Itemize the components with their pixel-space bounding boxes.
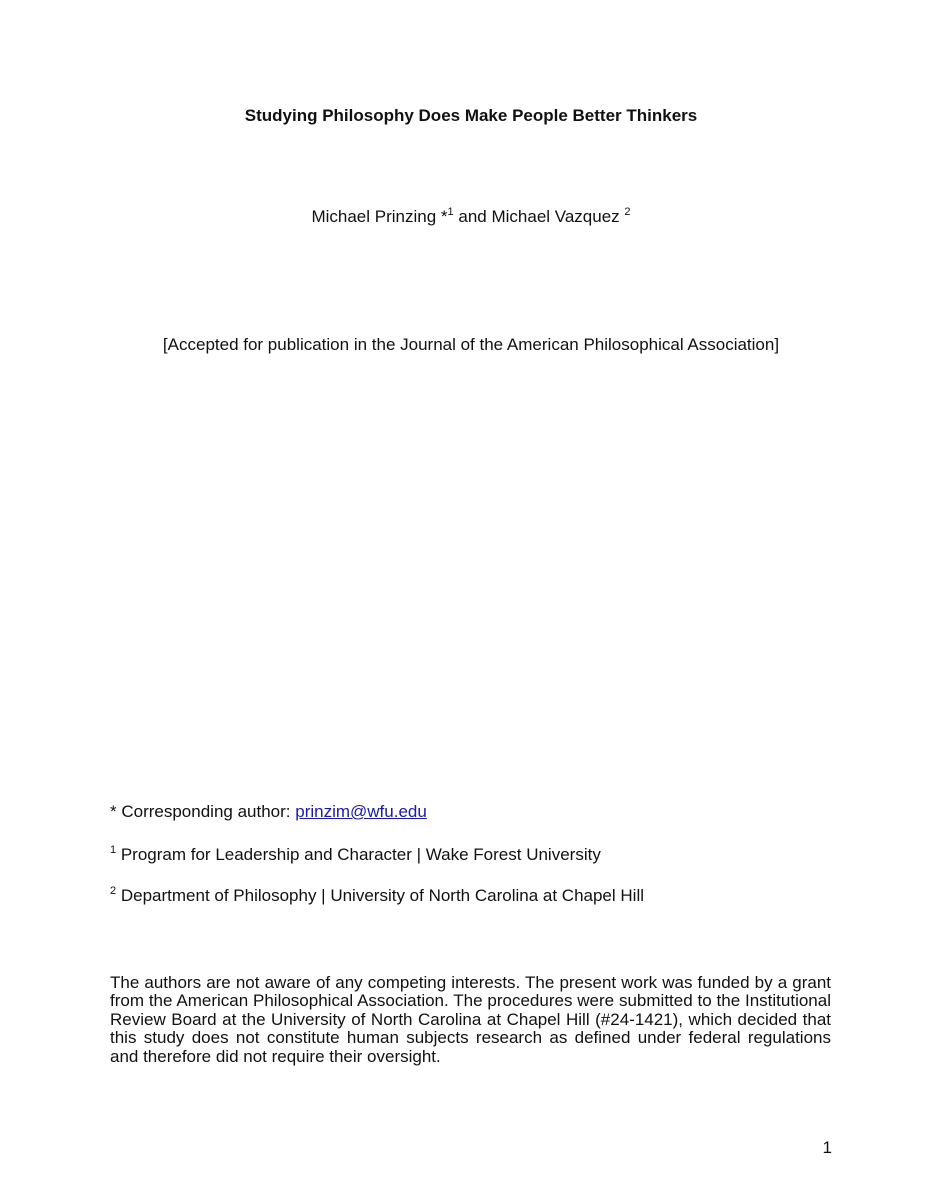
affiliation-1-text: Program for Leadership and Character | Wake Forest University bbox=[116, 845, 601, 864]
affiliation-2-text: Department of Philosophy | University of North Carolina at Chapel Hill bbox=[116, 886, 644, 905]
author-connector: and bbox=[453, 207, 492, 226]
affiliation-1-marker: 1 bbox=[110, 844, 117, 856]
page-number: 1 bbox=[822, 1138, 832, 1157]
affiliation-1-note bbox=[110, 843, 601, 867]
affiliation-2-marker: 2 bbox=[110, 885, 117, 897]
author-1-name: Michael Prinzing bbox=[311, 207, 437, 226]
corresponding-author-note bbox=[110, 800, 427, 824]
author-2-affiliation-marker: 2 bbox=[624, 206, 631, 218]
corresponding-author-label: * Corresponding author: bbox=[110, 802, 296, 821]
corresponding-marker: * bbox=[436, 207, 448, 226]
paper-title: Studying Philosophy Does Make People Better Thinkers bbox=[244, 106, 698, 125]
author-2-name: Michael Vazquez bbox=[491, 207, 620, 226]
publication-status: [Accepted for publication in the Journal of the American Philosophical Association] bbox=[162, 335, 780, 354]
author-line bbox=[0, 205, 942, 229]
competing-interests-statement: The authors are not aware of any competing interests. The present work was funded by a grant from the American Philosophical Association. The procedures were submitted to the Institutional Review Board at the University of North Carolina at Chapel Hill (#24-1421), which decided that this study does not constitute human subjects research as defined under federal regulations and therefore did not require their oversight. bbox=[110, 973, 831, 1066]
author-1-affiliation-marker: 1 bbox=[447, 206, 454, 218]
corresponding-email-link[interactable]: prinzim@wfu.edu bbox=[295, 802, 427, 821]
affiliation-2-note bbox=[110, 884, 644, 908]
